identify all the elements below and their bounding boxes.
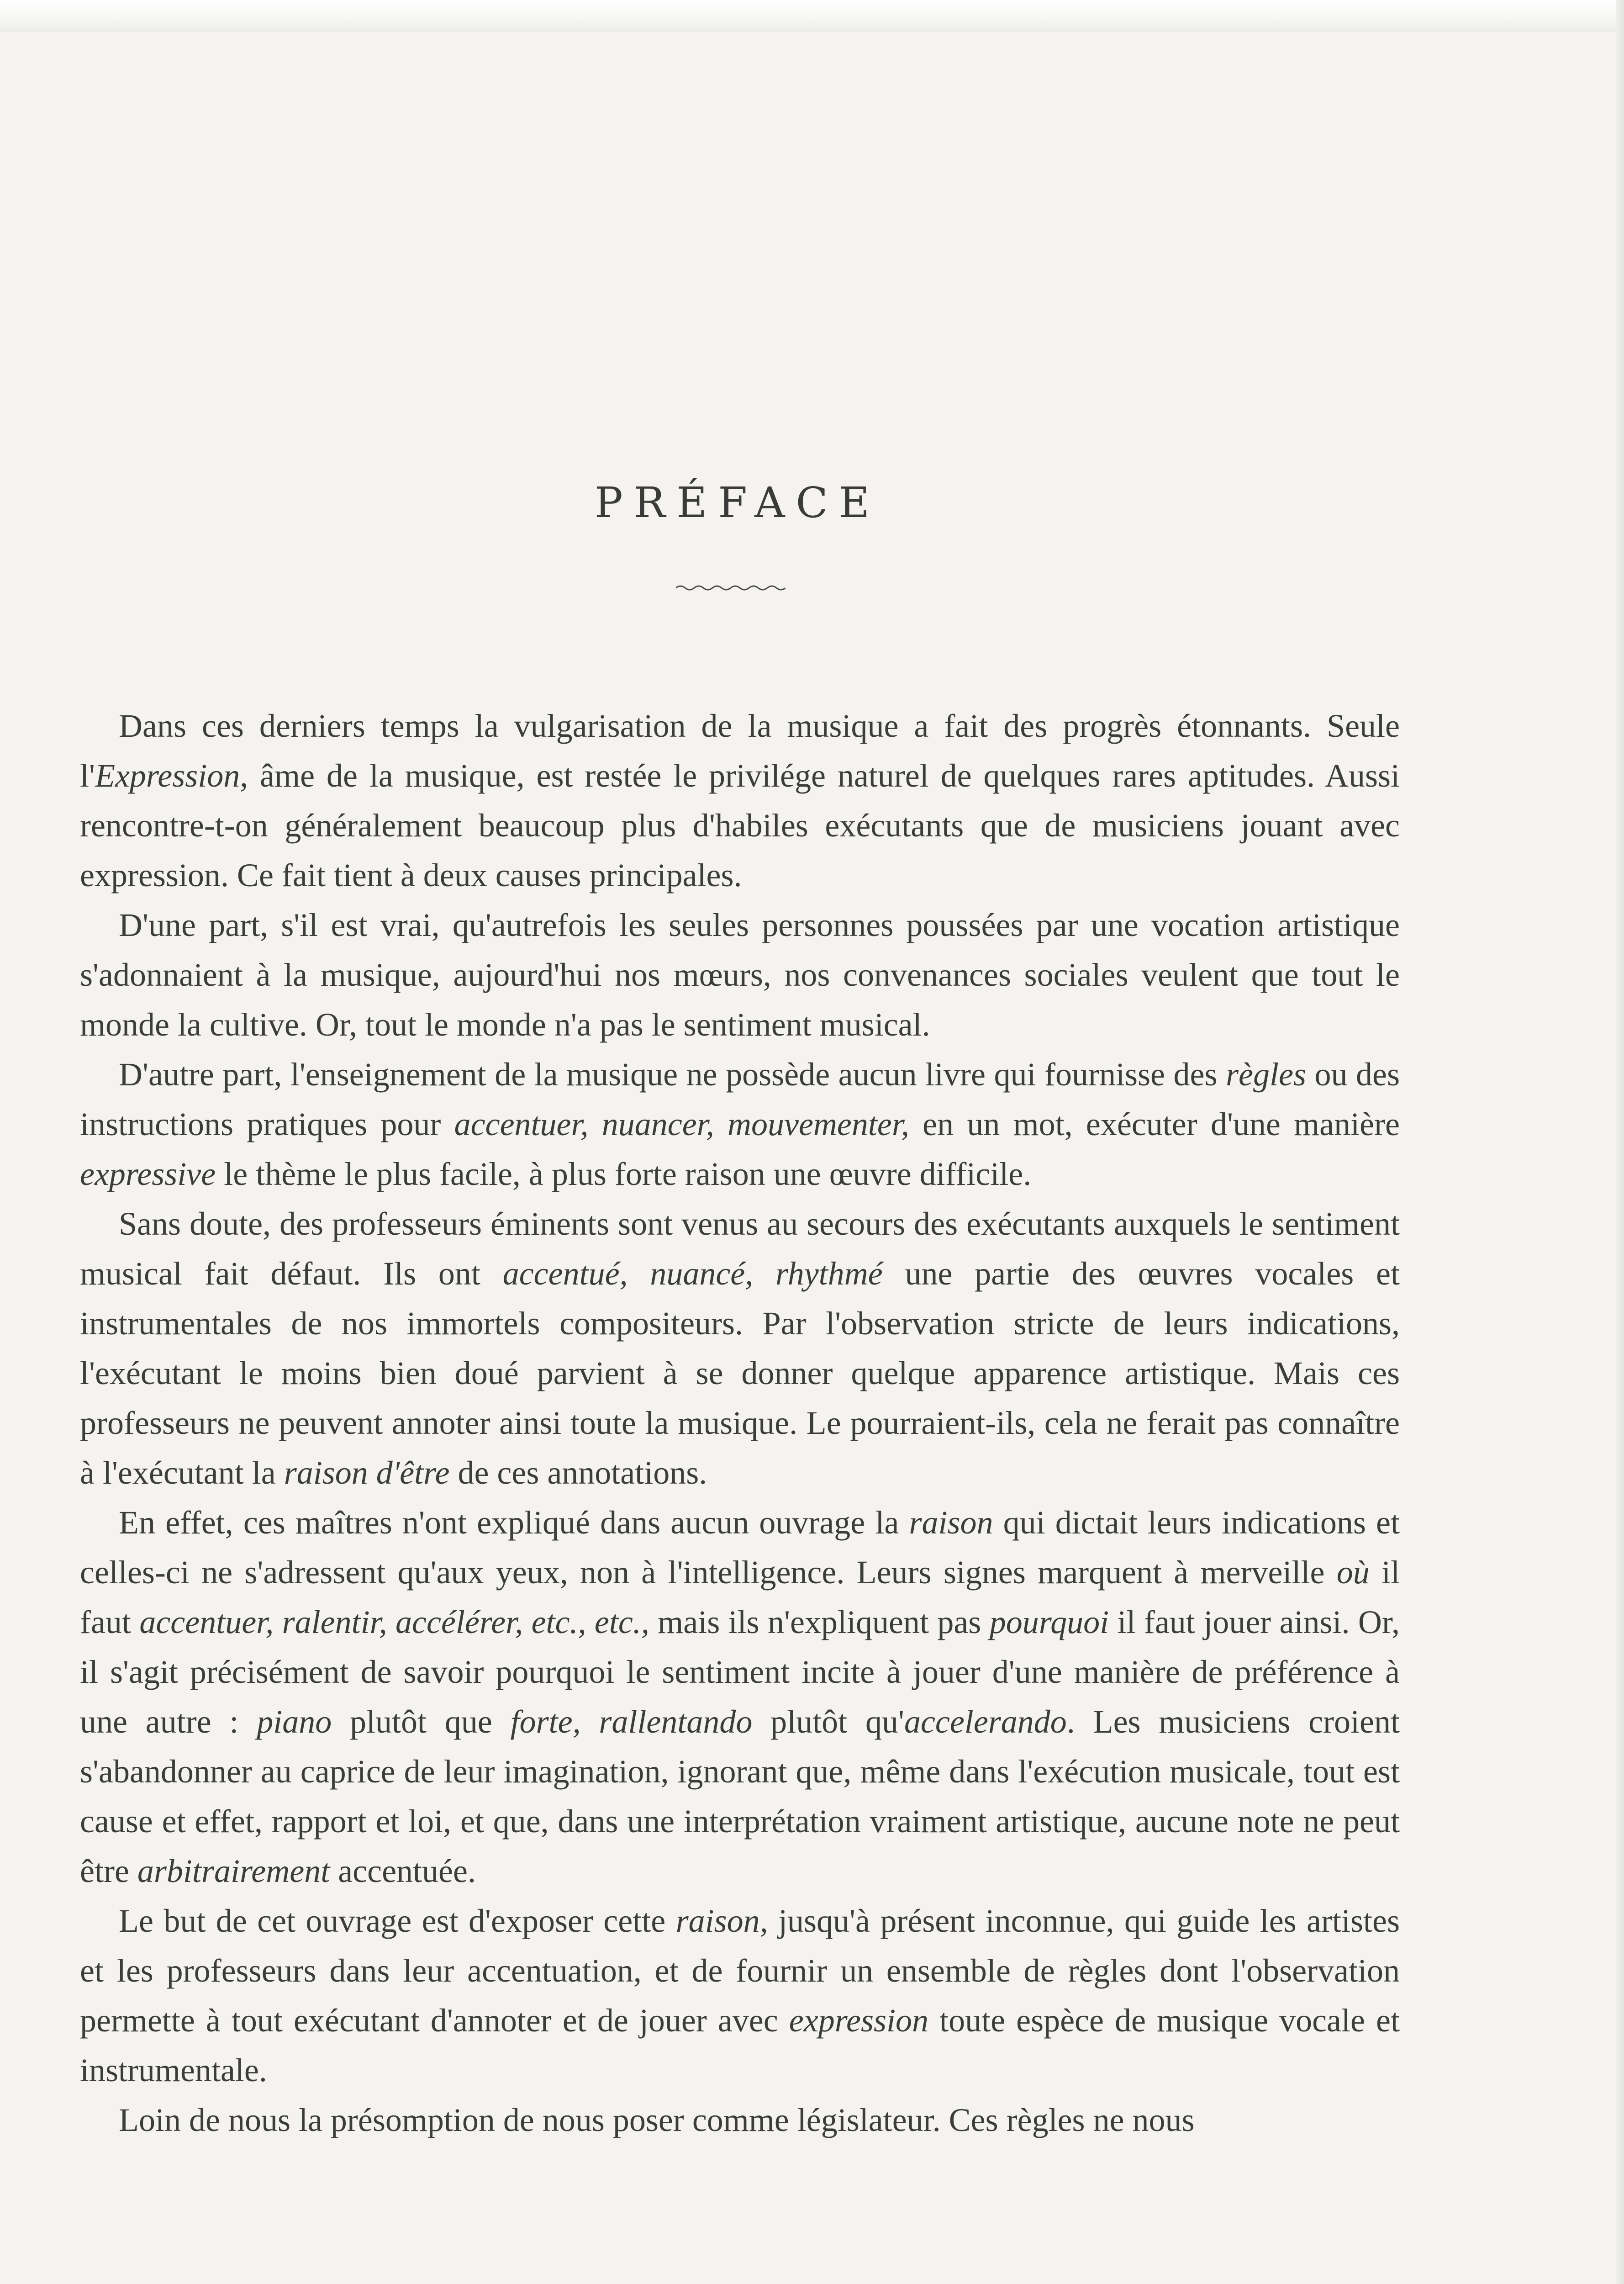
page-right-edge <box>1616 0 1624 2284</box>
italic-term: où <box>1336 1554 1370 1591</box>
italic-term: raison d'être <box>284 1454 450 1491</box>
text-run: de ces annotations. <box>449 1454 707 1491</box>
text-run: il faut jouer ainsi. Or, il s'agit précisément de savoir pourquoi le sentiment incite à jouer d'une manière de préférence à une autre : <box>80 1604 1400 1740</box>
text-run: il faut <box>80 1554 1400 1640</box>
page-title: PRÉFACE <box>594 478 881 527</box>
text-run: accentuée. <box>330 1853 476 1889</box>
italic-term: piano <box>257 1703 332 1740</box>
text-run: le thème le plus facile, à plus forte raison une œuvre difficile. <box>216 1156 1032 1192</box>
page-top-edge <box>0 0 1624 32</box>
text-run: D'une part, s'il est vrai, qu'autrefois les seules personnes poussées par une vocation artistique s'adonnaient à la musique, aujourd'hui nos mœurs, nos convenances sociales veulent que tout le monde la cultive. Or, tout le monde n'a pas le sentiment musical. <box>80 907 1400 1043</box>
italic-term: forte, rallentando <box>510 1703 753 1740</box>
text-run: Dans ces derniers temps la vulgarisation de la musique a fait des progrès étonnants. Seule l' <box>80 708 1400 794</box>
text-run: ou des instructions pratiques pour <box>80 1056 1400 1142</box>
text-run: D'autre part, l'enseignement de la musique ne possède aucun livre qui fournisse des <box>119 1056 1226 1093</box>
text-run: toute espèce de musique vocale et instrumentale. <box>80 2002 1400 2088</box>
text-run: jusqu'à présent inconnue, qui guide les artistes et les professeurs dans leur accentuation, et de fournir un ensemble de règles dont l'observation permette à tout exécutant d'annoter et de jouer avec <box>80 1903 1400 2039</box>
text-run: , âme de la musique, est restée le privilége naturel de quelques rares aptitudes. Aussi rencontre-t-on généralement beaucoup plus d'habiles exécutants que de musiciens jouant avec expression. Ce fait tient à deux causes principales. <box>80 757 1400 894</box>
preface-paragraph <box>80 900 1400 1050</box>
preface-paragraph <box>80 701 1400 900</box>
text-run: mais ils n'expliquent pas <box>649 1604 990 1640</box>
italic-term: arbitrairement <box>137 1853 330 1889</box>
italic-term: accentué, nuancé, rhythmé <box>502 1255 883 1292</box>
text-run: . Les musiciens croient s'abandonner au caprice de leur imagination, ignorant que, même dans l'exécution musicale, tout est cause et effet, rapport et loi, et que, dans une interprétation vraiment artistique, aucune note ne peut être <box>80 1703 1400 1889</box>
preface-paragraph <box>80 1050 1400 1199</box>
italic-term: expression <box>789 2002 929 2039</box>
text-run: en un mot, exécuter d'une manière <box>909 1106 1400 1142</box>
text-run: plutôt qu' <box>752 1703 904 1740</box>
text-run: En effet, ces maîtres n'ont expliqué dans aucun ouvrage la <box>119 1504 909 1541</box>
italic-term: Expression <box>95 757 240 794</box>
preface-paragraph <box>80 2095 1400 2145</box>
preface-paragraph <box>80 1498 1400 1896</box>
italic-term: raison <box>909 1504 993 1541</box>
preface-paragraph <box>80 1896 1400 2095</box>
italic-term: règles <box>1226 1056 1306 1093</box>
text-run: Sans doute, des professeurs éminents sont venus au secours des exécutants auxquels le sentiment musical fait défaut. Ils ont <box>80 1205 1400 1292</box>
italic-term: pourquoi <box>989 1604 1109 1640</box>
italic-term: accelerando <box>904 1703 1067 1740</box>
text-run: Loin de nous la présomption de nous poser comme législateur. Ces règles ne nous <box>119 2102 1195 2138</box>
italic-term: expressive <box>80 1156 216 1192</box>
italic-term: raison, <box>675 1903 768 1939</box>
preface-body <box>80 701 1400 2145</box>
text-run: plutôt que <box>332 1703 511 1740</box>
title-ornament-rule <box>676 582 786 593</box>
preface-paragraph <box>80 1199 1400 1498</box>
text-run: qui dictait leurs indications et celles-ci ne s'adressent qu'aux yeux, non à l'intelligence. Leurs signes marquent à merveille <box>80 1504 1400 1591</box>
italic-term: accentuer, ralentir, accélérer, etc., etc., <box>139 1604 649 1640</box>
text-run: une partie des œuvres vocales et instrumentales de nos immortels compositeurs. Par l'observation stricte de leurs indications, l'exécutant le moins bien doué parvient à se donner quelque apparence artistique. Mais ces professeurs ne peuvent annoter ainsi toute la musique. Le pourraient-ils, cela ne ferait pas connaître à l'exécutant la <box>80 1255 1400 1491</box>
italic-term: accentuer, nuancer, mouvementer, <box>454 1106 909 1142</box>
text-run: Le but de cet ouvrage est d'exposer cette <box>119 1903 676 1939</box>
